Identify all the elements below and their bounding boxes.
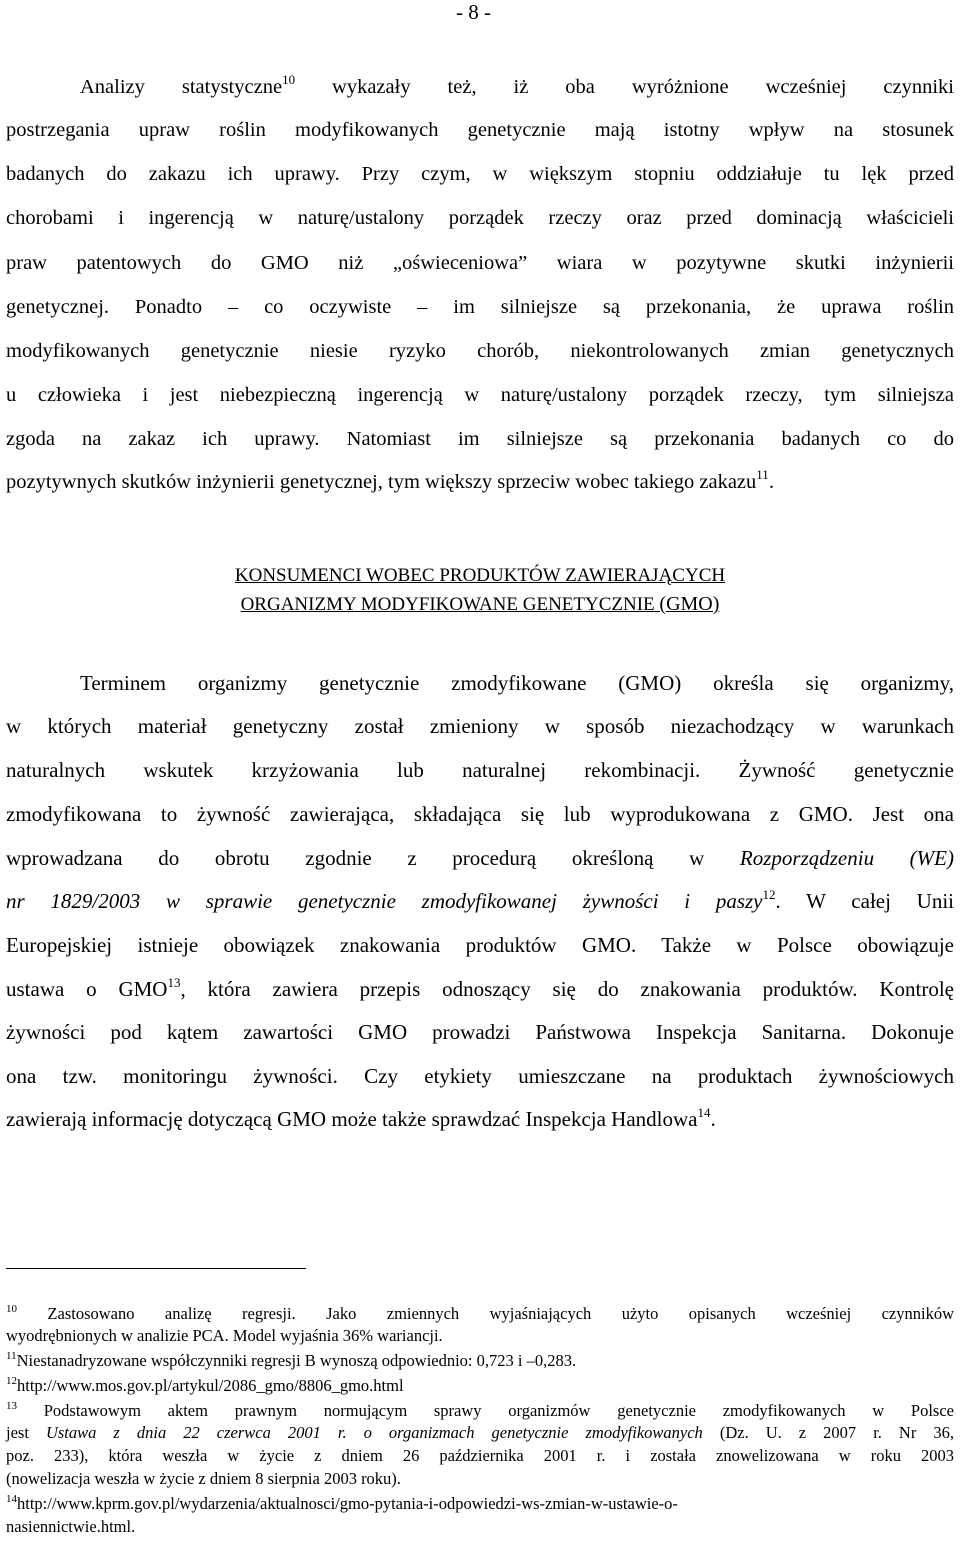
text-line: postrzegania upraw roślin modyfikowanych genetycznie mają istotny wpływ na stosunek [6,119,954,141]
text-line: ona tzw. monitoringu żywności. Czy etykiety umieszczane na produktach żywnościowych [6,1064,954,1088]
section-heading-line2: ORGANIZMY MODYFIKOWANE GENETYCZNIE (GMO) [240,593,720,615]
footnote-13-cont: poz. 233), która weszła w życie z dniem 26 października 2001 r. i została znowelizowana w roku 2003 [6,1446,954,1465]
text-line: żywności pod kątem zawartości GMO prowadzi Państwowa Inspekcja Sanitarna. Dokonuje [6,1020,954,1044]
footnote-14-cont[interactable]: nasiennictwie.html. [6,1517,136,1536]
footnote-13: $^{13}$ Podstawowym aktem prawnym normującym sprawy organizmów genetycznie zmodyfikowanych w Polsce [6,1400,954,1420]
text-line: u człowieka i jest niebezpieczną ingerencją w naturę/ustalony porządek rzeczy, tym silniejsza [6,384,954,406]
page-number: - 8 - [456,0,491,24]
text-line: Terminem organizmy genetycznie zmodyfikowane (GMO) określa się organizmy, [80,671,954,695]
text-line: genetycznej. Ponadto – co oczywiste – im silniejsze są przekonania, że uprawa roślin [6,296,954,318]
text-line: w których materiał genetyczny został zmieniony w sposób niezachodzący w warunkach [6,714,954,738]
text-line: Europejskiej istnieje obowiązek znakowania produktów GMO. Także w Polsce obowiązuje [6,933,954,957]
text-line: praw patentowych do GMO niż „oświeceniowa” wiara w pozytywne skutki inżynierii [6,252,954,274]
footnote-10-cont: wyodrębnionych w analizie PCA. Model wyjaśnia 36% wariancji. [6,1326,443,1345]
text-line: modyfikowanych genetycznie niesie ryzyko chorób, niekontrolowanych zmian genetycznych [6,340,954,362]
footnote-12: $^{12}$http://www.mos.gov.pl/artykul/2086_gmo/8806_gmo.html [6,1375,404,1395]
footnote-14: $^{14}$http://www.kprm.gov.pl/wydarzenia/aktualnosci/gmo-pytania-i-odpowiedzi-ws-zmian-w-ustawie-o- [6,1493,678,1513]
text-line: nr 1829/2003 w sprawie genetycznie zmodyfikowanej żywności i paszy$^{12}$. W całej Unii [6,887,955,913]
text-line: naturalnych wskutek krzyżowania lub naturalnej rekombinacji. Żywność genetycznie [6,758,954,782]
footnote-ref[interactable]: 12 [762,887,776,902]
footnote-ref[interactable]: 13 [167,975,181,990]
footnote-link[interactable]: http://www.kprm.gov.pl/wydarzenia/aktualnosci/gmo-pytania-i-odpowiedzi-ws-zmian-w-ustawie-o- [17,1494,678,1513]
footnote-13-cont: jest Ustawa z dnia 22 czerwca 2001 r. o organizmach genetycznie zmodyfikowanych (Dz. U. z 2007 r. Nr 36, [6,1423,954,1442]
footnote-separator [6,1268,306,1269]
text-line: zmodyfikowana to żywność zawierająca, składająca się lub wyprodukowana z GMO. Jest ona [6,802,954,826]
text-line: badanych do zakazu ich uprawy. Przy czym, w większym stopniu oddziałuje tu lęk przed [6,163,954,185]
section-heading-line1: KONSUMENCI WOBEC PRODUKTÓW ZAWIERAJĄCYCH [234,565,726,586]
footnote-ref[interactable]: 14 [697,1105,711,1120]
text-line: wprowadzana do obrotu zgodnie z procedurą określoną w Rozporządzeniu (WE) [6,846,954,870]
text-line: ustawa o GMO$^{13}$, która zawiera przepis odnoszący się do znakowania produktów. Kontrolę [6,975,954,1001]
footnote-10: $^{10}$ Zastosowano analizę regresji. Jako zmiennych wyjaśniających użyto opisanych wcześniej czynników [6,1303,954,1323]
footnote-11: $^{11}$Niestanadryzowane współczynniki regresji B wynoszą odpowiednio: 0,723 i –0,283. [6,1350,577,1370]
text-line: zawierają informację dotyczącą GMO może także sprawdzać Inspekcja Handlowa$^{14}$. [6,1105,716,1131]
footnote-ref[interactable]: 10 [282,72,296,87]
text-line: Analizy statystyczne$^{10}$ wykazały też, iż oba wyróżnione wcześniej czynniki [80,72,954,98]
footnote-13-cont: (nowelizacja weszła w życie z dniem 8 sierpnia 2003 roku). [6,1469,401,1488]
text-line: chorobami i ingerencją w naturę/ustalony porządek rzeczy oraz przed dominacją właścicieli [6,207,954,229]
footnote-link[interactable]: http://www.mos.gov.pl/artykul/2086_gmo/8806_gmo.html [17,1376,404,1395]
text-line: pozytywnych skutków inżynierii genetycznej, tym większy sprzeciw wobec takiego zakazu$^{11}$. [6,467,774,493]
text-line: zgoda na zakaz ich uprawy. Natomiast im silniejsze są przekonania badanych co do [6,428,954,450]
footnote-ref[interactable]: 11 [756,467,769,482]
